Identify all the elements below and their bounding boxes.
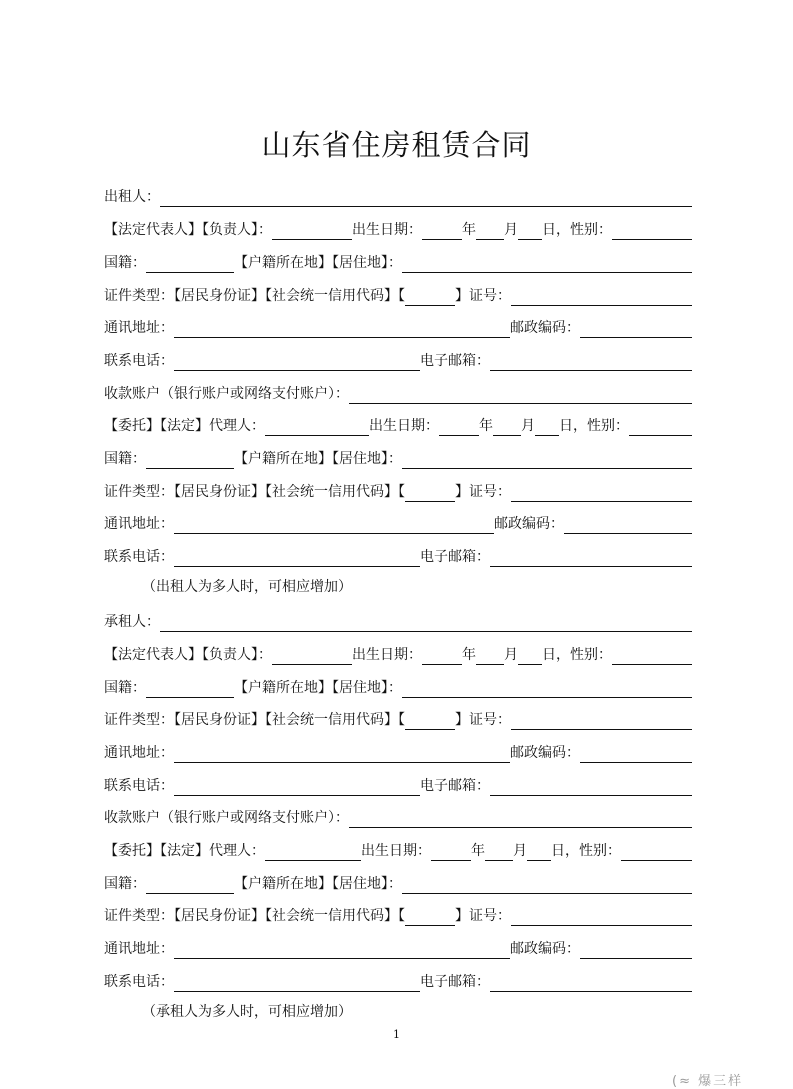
field-label: 】证号： (455, 908, 511, 924)
field-label: 证件类型：【居民身份证】【社会统一信用代码】【 (104, 484, 405, 500)
field-label: 收款账户（银行账户或网络支付账户）： (104, 810, 349, 826)
lessee-account-line (104, 806, 692, 828)
lessee-agent-nationality-line (104, 872, 692, 894)
field-label: 年 (462, 647, 476, 663)
fill-in-blank[interactable] (146, 254, 234, 273)
field-label: 承租人： (104, 614, 160, 630)
fill-in-blank[interactable] (146, 875, 234, 894)
field-label: 【法定代表人】【负责人】： (104, 647, 272, 663)
fill-in-blank[interactable] (174, 515, 494, 534)
field-label: 国籍： (104, 255, 146, 271)
fill-in-blank[interactable] (476, 221, 504, 240)
lessee-address-line (104, 741, 692, 763)
field-label: 月 (504, 222, 518, 238)
lessor-multi-note: （出租人为多人时，可相应增加） (142, 579, 352, 595)
field-label: 国籍： (104, 876, 146, 892)
field-label: 国籍： (104, 680, 146, 696)
field-label: 电子邮箱： (420, 778, 490, 794)
lessor-phone-line (104, 349, 692, 371)
lessee-id-line (104, 708, 692, 730)
field-label: 联系电话： (104, 778, 174, 794)
fill-in-blank[interactable] (405, 483, 455, 502)
fill-in-blank[interactable] (535, 417, 559, 436)
lessee-agent-id-line (104, 904, 692, 926)
fill-in-blank[interactable] (629, 417, 692, 436)
fill-in-blank[interactable] (405, 907, 455, 926)
fill-in-blank[interactable] (174, 352, 420, 371)
contract-title: 山东省住房租赁合同 (261, 128, 532, 163)
field-label: 联系电话： (104, 974, 174, 990)
fill-in-blank[interactable] (265, 842, 361, 861)
field-label: 【委托】【法定】代理人： (104, 843, 265, 859)
fill-in-blank[interactable] (402, 875, 692, 894)
fill-in-blank[interactable] (402, 450, 692, 469)
field-label: 出租人： (104, 189, 160, 205)
fill-in-blank[interactable] (405, 287, 455, 306)
lessor-name-line (104, 185, 692, 207)
fill-in-blank[interactable] (174, 777, 420, 796)
lessor-nationality-line (104, 251, 692, 273)
fill-in-blank[interactable] (349, 385, 692, 404)
field-label: 出生日期： (361, 843, 431, 859)
field-label: 年 (471, 843, 485, 859)
lessor-rep-line (104, 218, 692, 240)
fill-in-blank[interactable] (349, 809, 692, 828)
lessor-agent-phone-line (104, 545, 692, 567)
lessor-agent-nationality-line (104, 447, 692, 469)
field-label: 联系电话： (104, 549, 174, 565)
field-label: 电子邮箱： (420, 353, 490, 369)
field-label: 年 (462, 222, 476, 238)
lessee-agent-line (104, 839, 692, 861)
fill-in-blank[interactable] (511, 711, 692, 730)
field-label: 】证号： (455, 484, 511, 500)
field-label: 【户籍所在地】【居住地】： (234, 255, 402, 271)
lessee-rep-line (104, 643, 692, 665)
field-label: 月 (504, 647, 518, 663)
fill-in-blank[interactable] (485, 842, 513, 861)
fill-in-blank[interactable] (518, 646, 542, 665)
field-label: 通讯地址： (104, 941, 174, 957)
field-label: 【委托】【法定】代理人： (104, 418, 265, 434)
field-label: 】证号： (455, 712, 511, 728)
fill-in-blank[interactable] (490, 777, 692, 796)
fill-in-blank[interactable] (490, 352, 692, 371)
field-label: 联系电话： (104, 353, 174, 369)
fill-in-blank[interactable] (272, 221, 352, 240)
field-label: 日，性别： (542, 222, 612, 238)
field-label: 日，性别： (551, 843, 621, 859)
field-label: 通讯地址： (104, 745, 174, 761)
lessor-agent-id-line (104, 480, 692, 502)
field-label: 年 (479, 418, 493, 434)
field-label: 】证号： (455, 288, 511, 304)
fill-in-blank[interactable] (431, 842, 471, 861)
page-number: 1 (393, 1028, 400, 1041)
field-label: 【户籍所在地】【居住地】： (234, 451, 402, 467)
fill-in-blank[interactable] (174, 940, 510, 959)
field-label: 日，性别： (559, 418, 629, 434)
lessee-nationality-line (104, 676, 692, 698)
field-label: 电子邮箱： (420, 549, 490, 565)
field-label: 【法定代表人】【负责人】： (104, 222, 272, 238)
fill-in-blank[interactable] (174, 319, 510, 338)
fill-in-blank[interactable] (174, 548, 420, 567)
fill-in-blank[interactable] (476, 646, 504, 665)
field-label: 出生日期： (369, 418, 439, 434)
fill-in-blank[interactable] (490, 973, 692, 992)
fill-in-blank[interactable] (612, 221, 692, 240)
field-label: 月 (513, 843, 527, 859)
fill-in-blank[interactable] (405, 711, 455, 730)
fill-in-blank[interactable] (146, 450, 234, 469)
field-label: 收款账户（银行账户或网络支付账户）： (104, 386, 349, 402)
field-label: 邮政编码： (494, 516, 564, 532)
lessee-phone-line (104, 774, 692, 796)
field-label: 出生日期： (352, 222, 422, 238)
fill-in-blank[interactable] (146, 679, 234, 698)
fill-in-blank[interactable] (580, 319, 692, 338)
watermark-logo: (≈ 爆三样 (672, 1074, 744, 1089)
fill-in-blank[interactable] (527, 842, 551, 861)
lessee-agent-phone-line (104, 970, 692, 992)
field-label: 日，性别： (542, 647, 612, 663)
lessor-address-line (104, 316, 692, 338)
field-label: 证件类型：【居民身份证】【社会统一信用代码】【 (104, 908, 405, 924)
field-label: 邮政编码： (510, 745, 580, 761)
field-label: 证件类型：【居民身份证】【社会统一信用代码】【 (104, 712, 405, 728)
field-label: 通讯地址： (104, 320, 174, 336)
fill-in-blank[interactable] (174, 744, 510, 763)
fill-in-blank[interactable] (580, 940, 692, 959)
fill-in-blank[interactable] (580, 744, 692, 763)
lessee-agent-address-line (104, 937, 692, 959)
fill-in-blank[interactable] (511, 483, 692, 502)
lessor-id-line (104, 284, 692, 306)
field-label: 国籍： (104, 451, 146, 467)
fill-in-blank[interactable] (493, 417, 521, 436)
fill-in-blank[interactable] (621, 842, 692, 861)
fill-in-blank[interactable] (612, 646, 692, 665)
field-label: 月 (521, 418, 535, 434)
fill-in-blank[interactable] (265, 417, 369, 436)
fill-in-blank[interactable] (439, 417, 479, 436)
fill-in-blank[interactable] (490, 548, 692, 567)
lessor-account-line (104, 382, 692, 404)
field-label: 通讯地址： (104, 516, 174, 532)
field-label: 【户籍所在地】【居住地】： (234, 680, 402, 696)
field-label: 证件类型：【居民身份证】【社会统一信用代码】【 (104, 288, 405, 304)
field-label: 邮政编码： (510, 941, 580, 957)
lessor-agent-line (104, 414, 692, 436)
field-label: 【户籍所在地】【居住地】： (234, 876, 402, 892)
fill-in-blank[interactable] (160, 188, 692, 207)
fill-in-blank[interactable] (518, 221, 542, 240)
fill-in-blank[interactable] (174, 973, 420, 992)
fill-in-blank[interactable] (272, 646, 352, 665)
fill-in-blank[interactable] (422, 221, 462, 240)
fill-in-blank[interactable] (422, 646, 462, 665)
lessor-agent-address-line (104, 512, 692, 534)
field-label: 邮政编码： (510, 320, 580, 336)
fill-in-blank[interactable] (402, 679, 692, 698)
fill-in-blank[interactable] (402, 254, 692, 273)
lessee-multi-note: （承租人为多人时，可相应增加） (142, 1004, 352, 1020)
fill-in-blank[interactable] (511, 287, 692, 306)
field-label: 出生日期： (352, 647, 422, 663)
fill-in-blank[interactable] (511, 907, 692, 926)
field-label: 电子邮箱： (420, 974, 490, 990)
fill-in-blank[interactable] (564, 515, 692, 534)
fill-in-blank[interactable] (160, 613, 692, 632)
lessee-name-line (104, 610, 692, 632)
